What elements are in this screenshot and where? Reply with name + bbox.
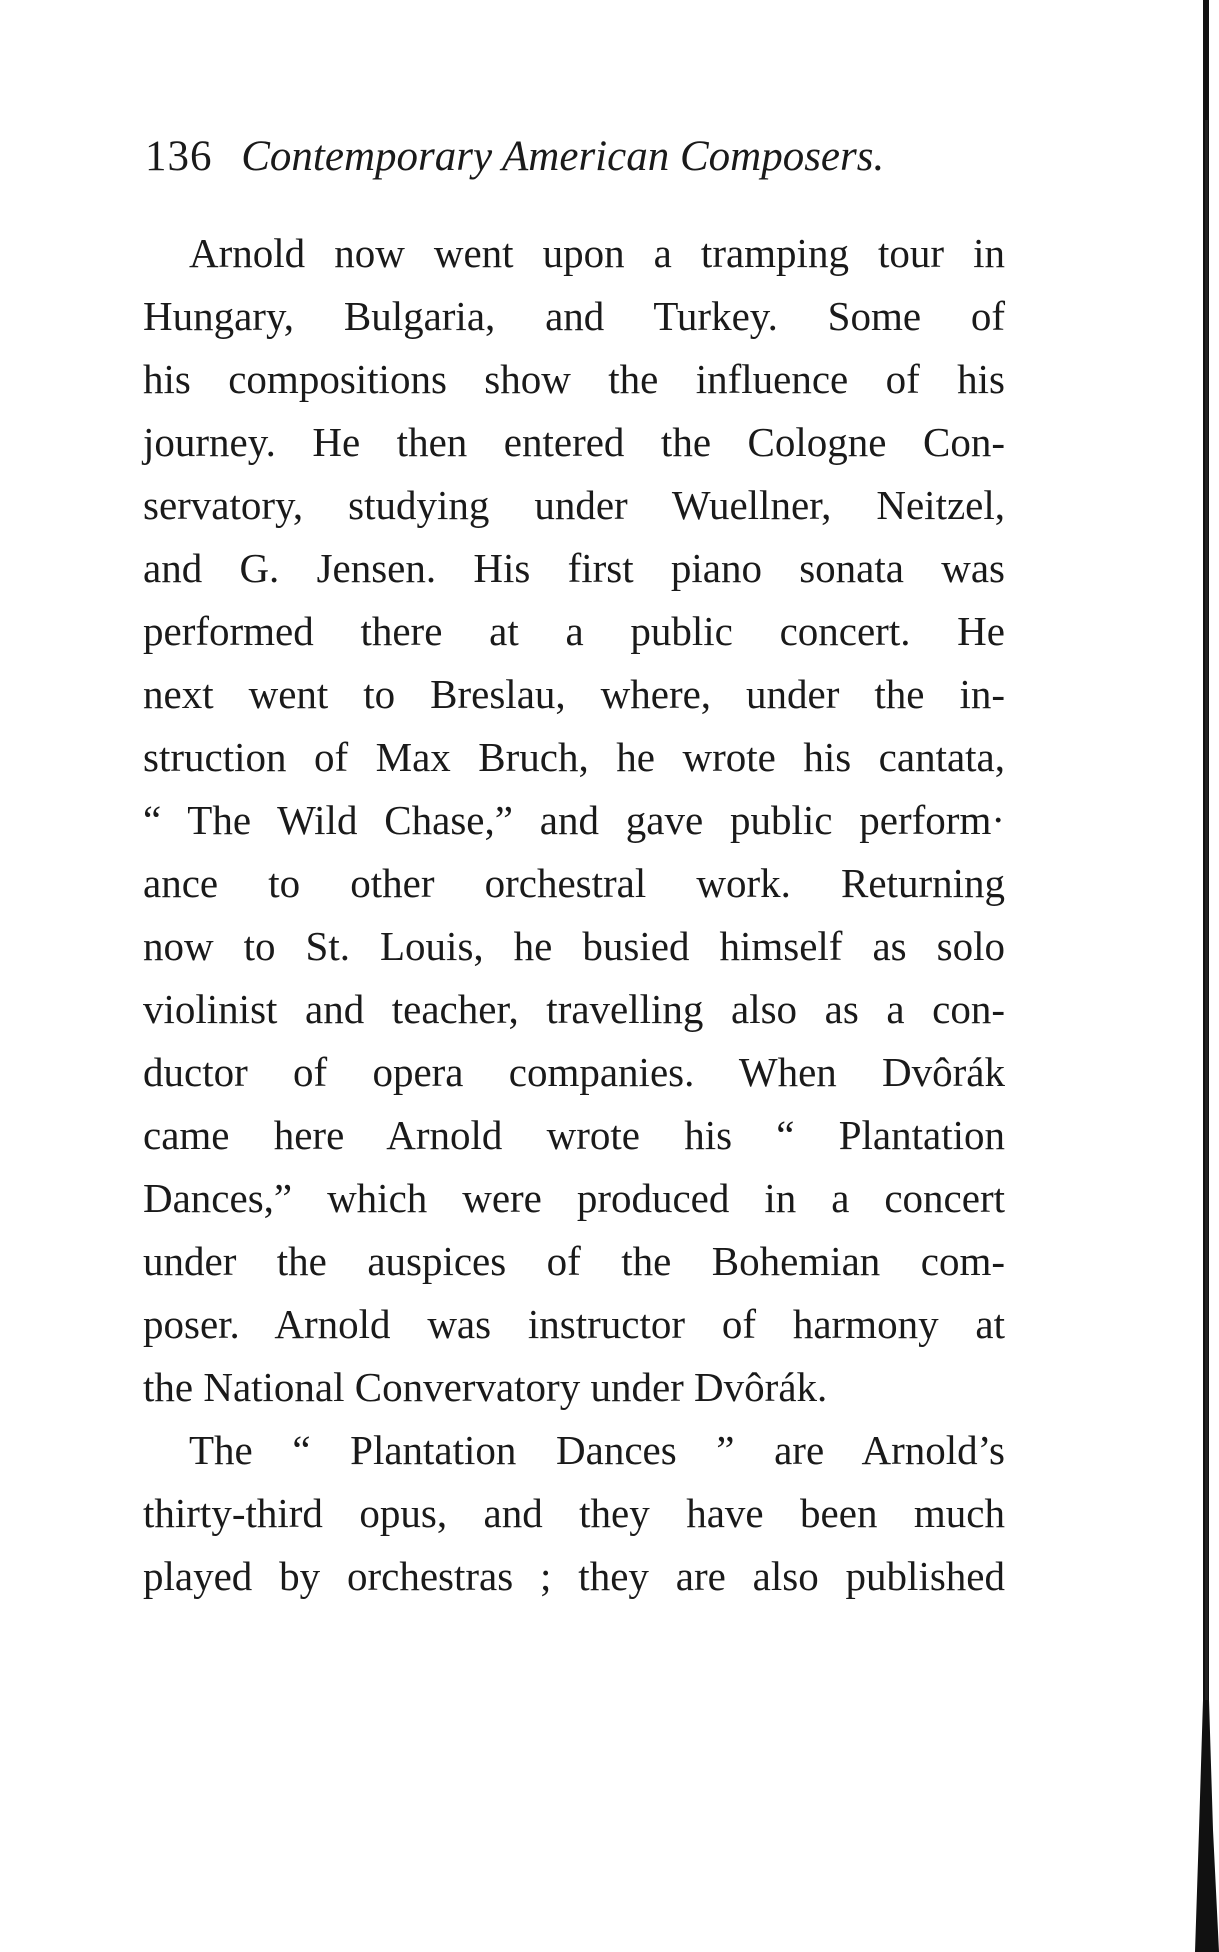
text-line: the National Convervatory under Dvôrák.	[143, 1364, 828, 1410]
text-line: struction of Max Bruch, he wrote his cantata,	[143, 734, 1005, 780]
text-line: “ The Wild Chase,” and gave public perform·	[143, 797, 1005, 843]
text-line: poser. Arnold was instructor of harmony at	[143, 1301, 1005, 1347]
text-line: servatory, studying under Wuellner, Neitzel,	[143, 482, 1005, 528]
text-line: his compositions show the influence of his	[143, 356, 1005, 402]
text-line: now to St. Louis, he busied himself as solo	[143, 923, 1005, 969]
page-number: 136	[145, 133, 213, 180]
text-line: under the auspices of the Bohemian com-	[143, 1238, 1005, 1284]
text-line: journey. He then entered the Cologne Con-	[143, 419, 1005, 465]
running-head	[145, 132, 884, 182]
text-line: violinist and teacher, travelling also as a con-	[143, 986, 1005, 1032]
paragraph-2	[143, 1419, 1005, 1608]
text-line: The “ Plantation Dances ” are Arnold’s	[189, 1427, 1005, 1473]
text-line: Arnold now went upon a tramping tour in	[189, 230, 1005, 276]
text-line: ductor of opera companies. When Dvôrák	[143, 1049, 1005, 1095]
text-line: Hungary, Bulgaria, and Turkey. Some of	[143, 293, 1005, 339]
text-line: thirty-third opus, and they have been much	[143, 1490, 1005, 1536]
text-line: ance to other orchestral work. Returning	[143, 860, 1005, 906]
text-line: Dances,” which were produced in a concert	[143, 1175, 1005, 1221]
text-line: next went to Breslau, where, under the in-	[143, 671, 1005, 717]
text-line: played by orchestras ; they are also published	[143, 1553, 1005, 1599]
paragraph-1	[143, 222, 1005, 1419]
text-line: performed there at a public concert. He	[143, 608, 1005, 654]
body-text	[143, 222, 1005, 1608]
text-line: came here Arnold wrote his “ Plantation	[143, 1112, 1005, 1158]
text-line: and G. Jensen. His first piano sonata was	[143, 545, 1005, 591]
binding-edge	[1159, 0, 1219, 1952]
running-title: Contemporary American Composers.	[241, 133, 885, 180]
